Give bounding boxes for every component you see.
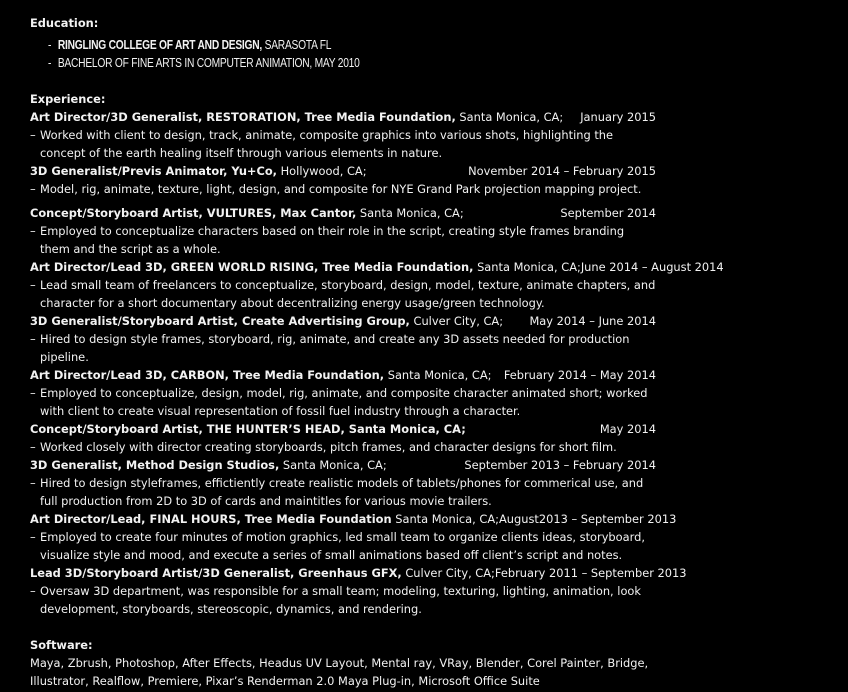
job-description-text: Hired to design style frames, storyboard, rig, animate, and create any 3D assets needed for production pipeline.	[40, 332, 630, 364]
job-location: Culver City, CA;	[409, 314, 504, 328]
job-description: – Model, rig, animate, texture, light, design, and composite for NYE Grand Park projection mapping project.	[30, 182, 642, 196]
job-header	[30, 420, 656, 438]
job-title-line	[30, 162, 367, 180]
education-item: - RINGLING COLLEGE OF ART AND DESIGN, SARASOTA FL	[48, 38, 332, 52]
job-header	[30, 366, 656, 384]
education-list	[48, 36, 656, 72]
job-title: Art Director/Lead 3D, CARBON, Tree Media Foundation,	[30, 368, 385, 382]
job-header	[30, 564, 687, 582]
job-description: – Hired to design style frames, storyboard, rig, animate, and create any 3D assets needed for production pipeline.	[30, 332, 630, 364]
job-title-line	[30, 420, 466, 438]
job-date: May 2014 – June 2014	[529, 314, 656, 328]
job-title-line	[30, 456, 387, 474]
job-header	[30, 108, 656, 126]
job-header	[30, 510, 677, 528]
job-description-text: Lead small team of freelancers to conceptualize, storyboard, design, model, texture, animate chapters, and character for a short documentary about decentralizing energy usage/green technology.	[40, 278, 656, 310]
job-title-line	[30, 366, 491, 384]
job-date: June 2014 – August 2014	[580, 260, 724, 274]
job-description: – Employed to conceptualize characters based on their role in the script, creating style frames branding them and the script as a whole.	[30, 224, 625, 256]
job-date: February 2014 – May 2014	[503, 368, 656, 382]
job-location: Santa Monica, CA;	[391, 512, 499, 526]
job-description: – Worked with client to design, track, animate, composite graphics into various shots, highlighting the concept of the earth healing itself through various elements in nature.	[30, 128, 614, 160]
job-date: January 2015	[580, 110, 656, 124]
job-title-line	[30, 564, 495, 582]
job-date: September 2014	[560, 206, 656, 220]
job-description-text: Model, rig, animate, texture, light, design, and composite for NYE Grand Park projection mapping project.	[40, 182, 642, 196]
job-date: September 2013 – February 2014	[464, 458, 656, 472]
job-title: 3D Generalist/Previs Animator, Yu+Co,	[30, 164, 277, 178]
job-title: Art Director/Lead, FINAL HOURS, Tree Media Foundation	[30, 512, 392, 526]
experience-heading: Experience:	[30, 92, 106, 106]
job-title: Concept/Storyboard Artist, VULTURES, Max Cantor,	[30, 206, 357, 220]
job-location: Santa Monica, CA;	[455, 110, 564, 124]
job-description: – Lead small team of freelancers to conceptualize, storyboard, design, model, texture, animate chapters, and character for a short documentary about decentralizing energy usage/green technology.	[30, 278, 656, 310]
job-date: August2013 – September 2013	[498, 512, 677, 526]
job-title-line	[30, 108, 563, 126]
experience-list	[30, 108, 724, 618]
job-title-line	[30, 258, 581, 276]
job-header	[30, 258, 724, 276]
job-description: – Worked closely with director creating storyboards, pitch frames, and character designs for short film.	[30, 440, 617, 454]
software-list: Maya, Zbrush, Photoshop, After Effects, Headus UV Layout, Mental ray, VRay, Blender, Corel Painter, Bridge, Illustrator, Realflow, Premiere, Pixar’s Renderman 2.0 Maya Plug-in, Microsoft Office Suite	[30, 656, 649, 688]
job-title: Art Director/3D Generalist, RESTORATION, Tree Media Foundation,	[30, 110, 456, 124]
job-title: Art Director/Lead 3D, GREEN WORLD RISING, Tree Media Foundation,	[30, 260, 474, 274]
education-heading: Education:	[30, 16, 99, 30]
job-date: February 2011 – September 2013	[494, 566, 687, 580]
job-description-text: Employed to conceptualize characters based on their role in the script, creating style frames branding them and the script as a whole.	[40, 224, 625, 256]
job-title: 3D Generalist/Storyboard Artist, Create Advertising Group,	[30, 314, 410, 328]
job-description-text: Employed to create four minutes of motion graphics, led small team to organize clients ideas, storyboard, visualize style and mood, and execute a series of small animations based off client’s script and notes.	[40, 530, 645, 562]
job-title-line	[30, 312, 503, 330]
job-title: Lead 3D/Storyboard Artist/3D Generalist, Greenhaus GFX,	[30, 566, 402, 580]
job-description: – Oversaw 3D department, was responsible for a small team; modeling, texturing, lighting, animation, look development, storyboards, stereoscopic, dynamics, and rendering.	[30, 584, 642, 616]
job-title-line	[30, 510, 499, 528]
job-description-text: Hired to design styleframes, effictiently create realistic models of tablets/phones for commerical use, and full production from 2D to 3D of cards and maintitles for various movie trailers.	[40, 476, 644, 508]
software-heading: Software:	[30, 638, 93, 652]
job-description: – Hired to design styleframes, effictiently create realistic models of tablets/phones for commerical use, and full production from 2D to 3D of cards and maintitles for various movie trailers.	[30, 476, 644, 508]
education-item: - BACHELOR OF FINE ARTS IN COMPUTER ANIMATION, MAY 2010	[48, 56, 360, 70]
job-location: Culver City, CA;	[401, 566, 495, 580]
job-description: – Employed to conceptualize, design, model, rig, animate, and composite character animated short; worked with client to create visual representation of fossil fuel industry through a character.	[30, 386, 648, 418]
job-header	[30, 204, 656, 222]
job-description-text: Worked closely with director creating storyboards, pitch frames, and character designs for short film.	[40, 440, 617, 454]
job-location: Santa Monica, CA;	[279, 458, 387, 472]
job-location: Santa Monica, CA;	[356, 206, 464, 220]
job-date: November 2014 – February 2015	[468, 164, 656, 178]
job-description-text: Worked with client to design, track, animate, composite graphics into various shots, highlighting the concept of the earth healing itself through various elements in nature.	[40, 128, 614, 160]
job-location: Santa Monica, CA;	[384, 368, 492, 382]
job-date: May 2014	[599, 422, 656, 436]
job-header	[30, 456, 656, 474]
job-header	[30, 162, 656, 180]
resume-page	[30, 14, 724, 690]
job-description-text: Employed to conceptualize, design, model, rig, animate, and composite character animated short; worked with client to create visual representation of fossil fuel industry through a character.	[40, 386, 648, 418]
job-title: 3D Generalist, Method Design Studios,	[30, 458, 280, 472]
job-title-line	[30, 204, 464, 222]
job-description-text: Oversaw 3D department, was responsible for a small team; modeling, texturing, lighting, animation, look development, storyboards, stereoscopic, dynamics, and rendering.	[40, 584, 642, 616]
job-location: Hollywood, CA;	[277, 164, 367, 178]
job-header	[30, 312, 656, 330]
job-location: Santa Monica, CA;	[473, 260, 581, 274]
job-title: Concept/Storyboard Artist, THE HUNTER’S HEAD, Santa Monica, CA;	[30, 422, 466, 436]
job-description: – Employed to create four minutes of motion graphics, led small team to organize clients ideas, storyboard, visualize style and mood, and execute a series of small animations based off client’s script and notes.	[30, 530, 645, 562]
